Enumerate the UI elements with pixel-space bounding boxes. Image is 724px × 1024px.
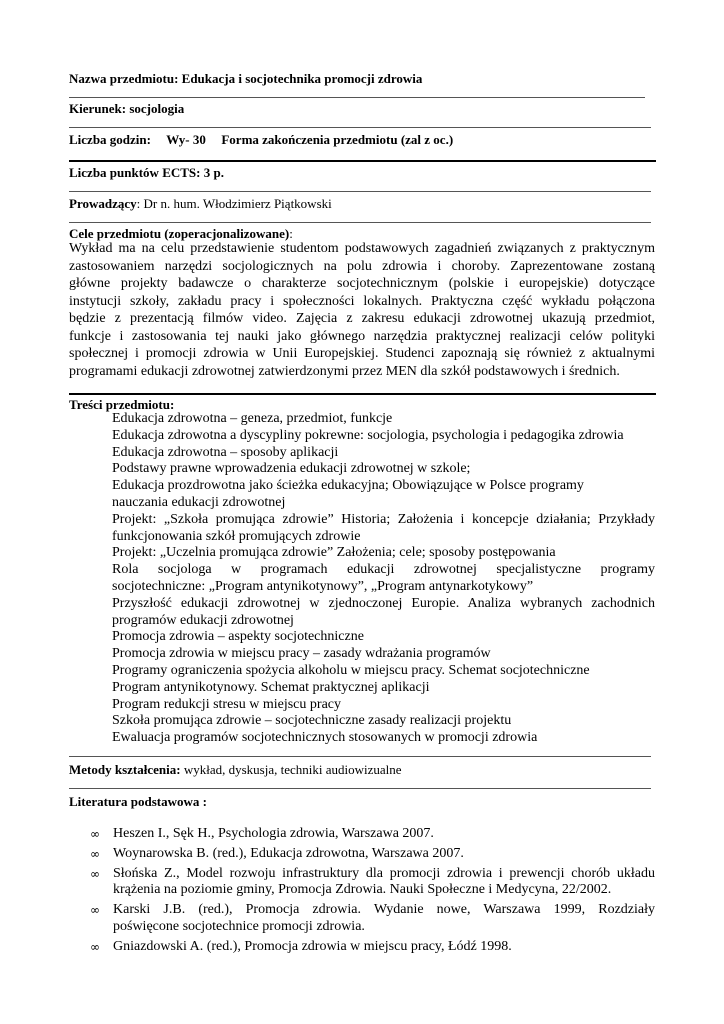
contents-item: Program redukcji stresu w miejscu pracy — [112, 696, 341, 712]
contents-item: Edukacja prozdrowotna jako ścieżka edukacyjna; Obowiązujące w Polsce programy — [112, 478, 584, 494]
contents-item: programów edukacji zdrowotnej — [112, 612, 294, 628]
contents-item: Rola socjologa w programach edukacji zdrowotnej specjalistyczne programy — [112, 562, 655, 578]
objectives-label: Cele przedmiotu (zoperacjonalizowane) — [69, 226, 290, 241]
literature-list — [90, 826, 655, 959]
contents-item: Promocja zdrowia – aspekty socjotechniczne — [112, 629, 364, 645]
contents-list — [112, 411, 655, 747]
literature-item — [90, 846, 655, 863]
contents-item: Ewaluacja programów socjotechnicznych stosowanych w promocji zdrowia — [112, 730, 538, 746]
objectives-line: funkcje i zastosowania tej nauki jako głównego narzędzia praktycznej realizacji celów polityki — [69, 328, 655, 344]
field-row — [69, 101, 184, 117]
contents-item: Podstawy prawne wprowadzenia edukacji zdrowotnej w szkole; — [112, 461, 471, 477]
literature-line: Karski J.B. (red.), Promocja zdrowia. Wydanie nowe, Warszawa 1999, Rozdziały — [113, 902, 655, 918]
contents-item: Projekt: „Uczelnia promująca zdrowie” Założenia; cele; sposoby postępowania — [112, 545, 556, 561]
infinity-bullet-icon: ∞ — [90, 827, 100, 841]
contents-item: Promocja zdrowia w miejscu pracy – zasady wdrażania programów — [112, 646, 491, 662]
course-name-value: Edukacja i socjotechnika promocji zdrowia — [181, 71, 423, 86]
field-label: Kierunek: — [69, 101, 127, 116]
contents-item: Przyszłość edukacji zdrowotnej w zjednoczonej Europie. Analiza wybranych zachodnich — [112, 595, 655, 611]
infinity-bullet-icon: ∞ — [90, 903, 100, 918]
objectives-line: społecznej i promocji zdrowia w Unii Europejskiej. Studenci zapoznają się również z aktualnymi — [69, 346, 655, 361]
literature-line: Gniazdowski A. (red.), Promocja zdrowia w miejscu pracy, Łódź 1998. — [113, 938, 512, 954]
literature-item — [90, 939, 655, 956]
literature-label: Literatura podstawowa : — [69, 794, 207, 809]
divider — [69, 160, 656, 162]
course-name-label: Nazwa przedmiotu: — [69, 71, 179, 86]
objectives-line: główne projekty badawcze o charakterze socjotechnicznym (polskie i europejskie) dotyczące — [69, 276, 655, 291]
contents-item: Program antynikotynowy. Schemat praktycznej aplikacji — [112, 679, 430, 695]
contents-item: Projekt: „Szkoła promująca zdrowie” Historia; Założenia i koncepcje działania; Przykłady — [112, 511, 655, 527]
ects-label: Liczba punktów ECTS: — [69, 165, 201, 180]
hours-label: Liczba godzin: — [69, 132, 151, 147]
ects-value: 3 p. — [203, 165, 224, 180]
literature-line: Słońska Z., Model rozwoju infrastruktury dla promocji zdrowia i prewencji chorób układu — [113, 865, 655, 881]
divider — [69, 191, 651, 192]
literature-item — [90, 866, 655, 900]
lecturer-value: : Dr n. hum. Włodzimierz Piątkowski — [136, 196, 332, 211]
literature-line: Heszen I., Sęk H., Psychologia zdrowia, Warszawa 2007. — [113, 826, 434, 841]
lecturer-label: Prowadzący — [69, 196, 137, 211]
contents-item: funkcjonowania szkół promujących zdrowie — [112, 528, 361, 544]
divider — [69, 393, 656, 395]
literature-item — [90, 826, 655, 843]
objectives-text — [69, 240, 655, 380]
hours-value: Wy- 30 — [166, 132, 206, 147]
contents-item: Edukacja zdrowotna – geneza, przedmiot, funkcje — [112, 411, 393, 426]
objectives-line: będzie z prezentacją filmów video. Zajęcia z zakresu edukacji zdrowotnej ukazują przedmiot, — [69, 311, 655, 326]
contents-item: Programy ograniczenia spożycia alkoholu w miejscu pracy. Schemat socjotechniczne — [112, 662, 590, 678]
objectives-line: programami edukacji zdrowotnej zatwierdzonymi przez MEN dla szkół podstawowych i średnich. — [69, 363, 620, 379]
literature-line: poświęcone socjotechnice promocji zdrowia. — [113, 918, 365, 934]
divider — [69, 222, 651, 223]
divider — [69, 97, 645, 98]
infinity-bullet-icon: ∞ — [90, 846, 100, 861]
divider — [69, 127, 651, 128]
objectives-line: instytucji szkoły, zakładu pracy i społeczności lokalnych. Praktyczna część wykładu połączona — [69, 293, 655, 309]
methods-value: wykład, dyskusja, techniki audiowizualne — [183, 762, 402, 777]
literature-line: Woynarowska B. (red.), Edukacja zdrowotna, Warszawa 2007. — [113, 845, 464, 861]
divider — [69, 788, 651, 789]
contents-item: nauczania edukacji zdrowotnej — [112, 494, 286, 510]
field-value: socjologia — [129, 101, 185, 116]
methods-row — [69, 762, 402, 778]
divider — [69, 756, 651, 757]
methods-label: Metody kształcenia: — [69, 762, 181, 777]
contents-item: socjotechniczne: „Program antynikotynowy”, „Program antynarkotykowy” — [112, 578, 534, 594]
ects-row — [69, 165, 224, 181]
contents-item: Szkoła promująca zdrowie – socjotechniczne zasady realizacji projektu — [112, 713, 512, 729]
literature-line: krążenia na poziomie gminy, Promocja Zdrowia. Nauki Społeczne i Medycyna, 22/2002. — [113, 882, 612, 898]
contents-item: Edukacja zdrowotna – sposoby aplikacji — [112, 444, 339, 460]
contents-label: Treści przedmiotu: — [69, 397, 175, 412]
infinity-bullet-icon: ∞ — [90, 939, 100, 954]
infinity-bullet-icon: ∞ — [90, 866, 100, 881]
hours-row — [69, 132, 453, 148]
course-name-row — [69, 71, 422, 87]
completion-label: Forma zakończenia przedmiotu — [221, 132, 398, 147]
contents-item: Edukacja zdrowotna a dyscypliny pokrewne: socjologia, psychologia i pedagogika zdrowia — [112, 427, 624, 443]
literature-item — [90, 902, 655, 936]
completion-value: (zal z oc.) — [400, 132, 454, 147]
objectives-line: Wykład ma na celu przedstawienie studentom podstawowych zagadnień związanych z praktycznym — [69, 241, 655, 256]
lecturer-row — [69, 196, 332, 212]
objectives-suffix: : — [289, 226, 293, 241]
objectives-line: zastosowaniem narzędzi socjologicznych na polu zdrowia i choroby. Zaprezentowane zostaną — [69, 258, 655, 274]
